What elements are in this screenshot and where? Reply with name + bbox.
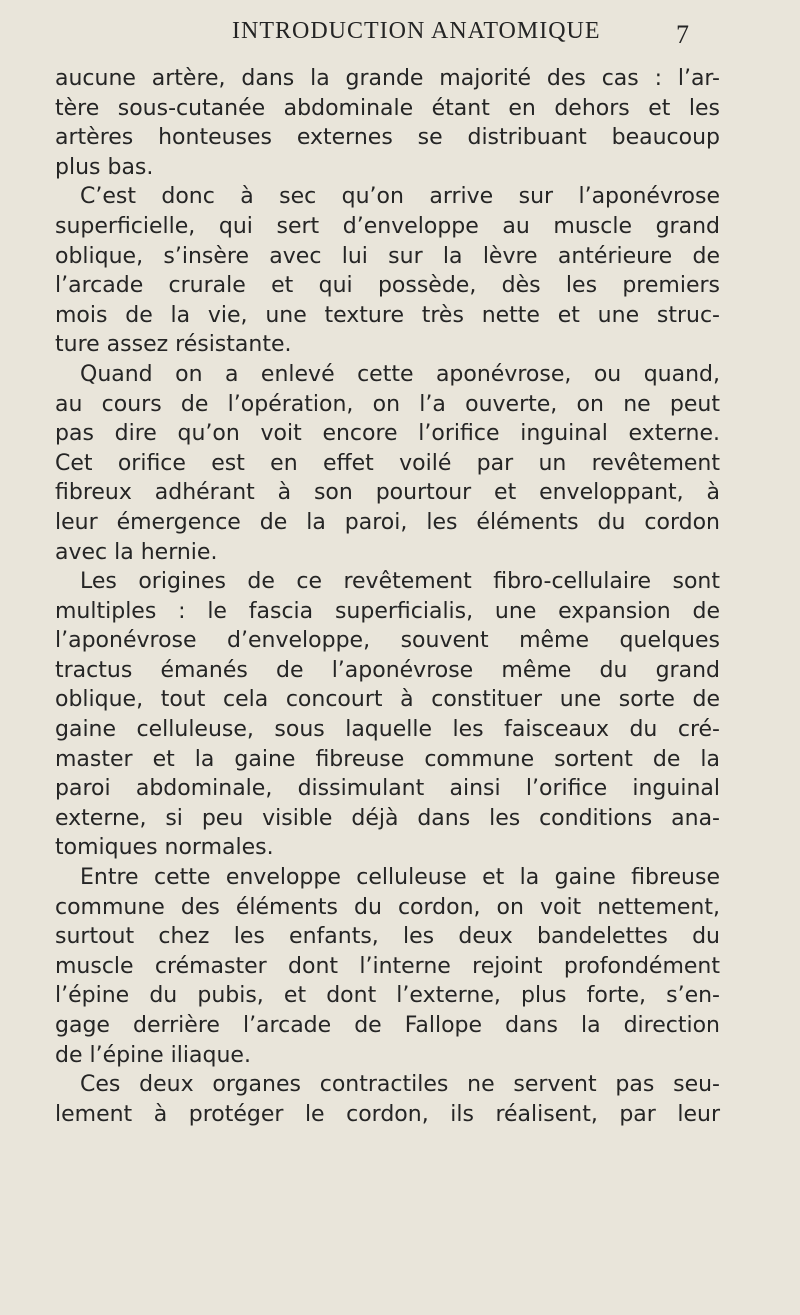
text-line: gaine celluleuse, sous laquelle les faisceaux du cré- <box>55 717 720 743</box>
paragraph <box>55 863 720 1070</box>
text-line: tomiques normales. <box>55 835 274 861</box>
paragraph <box>55 182 720 360</box>
text-line: l’épine du pubis, et dont l’externe, plus forte, s’en- <box>55 983 720 1009</box>
text-line: oblique, tout cela concourt à constituer une sorte de <box>55 687 720 713</box>
text-line: fibreux adhérant à son pourtour et enveloppant, à <box>55 480 720 506</box>
paragraph <box>55 360 720 567</box>
text-line: Ces deux organes contractiles ne servent pas seu- <box>80 1072 720 1098</box>
text-line: Entre cette enveloppe celluleuse et la gaine fibreuse <box>80 865 720 891</box>
body-text <box>55 64 720 1129</box>
paragraph <box>55 1070 720 1129</box>
text-line: muscle crémaster dont l’interne rejoint profondément <box>55 953 720 979</box>
page-number: 7 <box>676 20 689 49</box>
text-line: l’aponévrose d’enveloppe, souvent même quelques <box>55 628 720 654</box>
text-line: avec la hernie. <box>55 539 218 565</box>
text-line: de l’épine iliaque. <box>55 1042 251 1068</box>
text-line: paroi abdominale, dissimulant ainsi l’orifice inguinal <box>55 776 720 802</box>
paragraph <box>55 567 720 863</box>
text-line: tractus émanés de l’aponévrose même du grand <box>55 657 720 683</box>
text-line: aucune artère, dans la grande majorité des cas : l’ar- <box>55 66 720 91</box>
running-title: INTRODUCTION ANATOMIQUE <box>232 18 601 44</box>
text-line: surtout chez les enfants, les deux bandelettes du <box>55 924 720 950</box>
text-line: multiples : le fascia superficialis, une expansion de <box>55 598 720 624</box>
page-header <box>0 18 800 58</box>
text-line: au cours de l’opération, on l’a ouverte, on ne peut <box>55 391 720 417</box>
text-line: pas dire qu’on voit encore l’orifice inguinal externe. <box>55 421 720 447</box>
text-line: lement à protéger le cordon, ils réalisent, par leur <box>55 1101 720 1127</box>
text-line: superficielle, qui sert d’enveloppe au muscle grand <box>55 213 720 239</box>
text-line: externe, si peu visible déjà dans les conditions ana- <box>55 805 720 831</box>
text-line: l’arcade crurale et qui possède, dès les premiers <box>55 273 720 299</box>
text-line: leur émergence de la paroi, les éléments du cordon <box>55 509 720 535</box>
text-line: gage derrière l’arcade de Fallope dans la direction <box>55 1013 720 1038</box>
text-line: plus bas. <box>55 154 154 180</box>
text-line: tère sous-cutanée abdominale étant en dehors et les <box>55 95 720 121</box>
text-line: master et la gaine fibreuse commune sortent de la <box>55 746 720 772</box>
text-line: commune des éléments du cordon, on voit nettement, <box>55 894 720 920</box>
paragraph <box>55 64 720 182</box>
text-line: Les origines de ce revêtement fibro-cellulaire sont <box>80 569 720 595</box>
text-line: oblique, s’insère avec lui sur la lèvre antérieure de <box>55 243 720 269</box>
text-line: artères honteuses externes se distribuant beaucoup <box>55 125 720 151</box>
text-line: Cet orifice est en effet voilé par un revêtement <box>55 450 720 476</box>
text-line: mois de la vie, une texture très nette et une struc- <box>55 302 720 328</box>
text-line: Quand on a enlevé cette aponévrose, ou quand, <box>80 361 720 387</box>
text-line: ture assez résistante. <box>55 332 292 358</box>
text-line: C’est donc à sec qu’on arrive sur l’aponévrose <box>80 184 720 210</box>
